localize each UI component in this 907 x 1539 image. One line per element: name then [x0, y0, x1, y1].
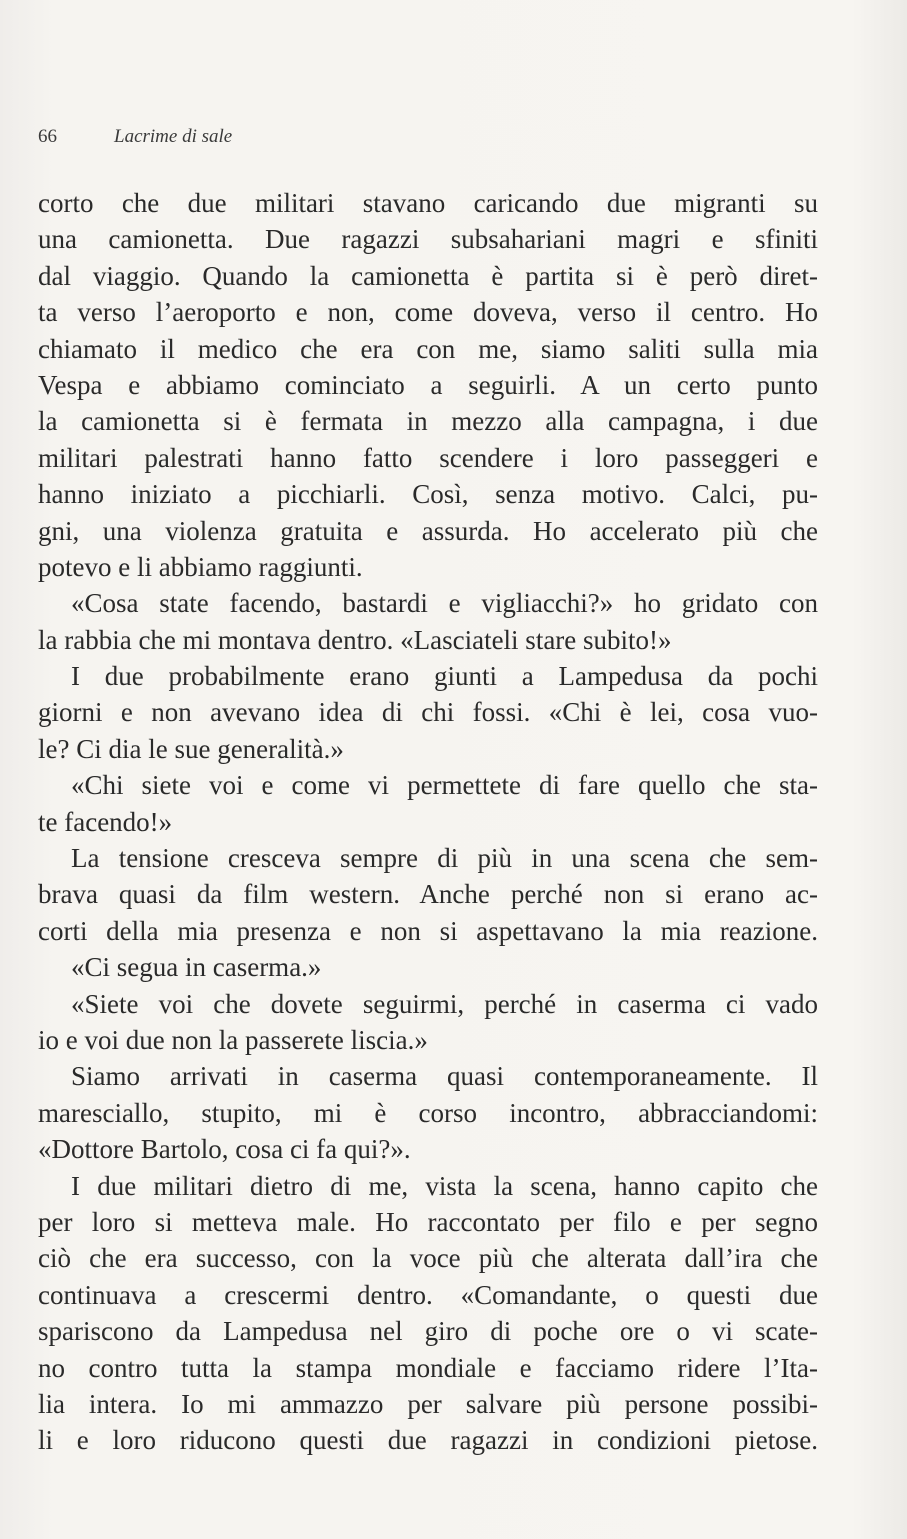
text-line: Vespa e abbiamo cominciato a seguirli. A un certo punto [38, 369, 818, 400]
text-line: le? Ci dia le sue generalità.» [38, 733, 344, 764]
text-line: corto che due militari stavano caricando due migranti su [38, 188, 818, 218]
text-line: gni, una violenza gratuita e assurda. Ho accelerato più che [38, 515, 818, 546]
text-line: chiamato il medico che era con me, siamo saliti sulla mia [38, 333, 818, 364]
text-line: Siamo arrivati in caserma quasi contemporaneamente. Il [71, 1061, 818, 1092]
text-line: li e loro riducono questi due ragazzi in condizioni pietose. [38, 1425, 818, 1456]
text-line: la rabbia che mi montava dentro. «Lasciateli stare subito!» [38, 624, 672, 655]
text-line: spariscono da Lampedusa nel giro di poche ore o vi scate- [38, 1316, 818, 1347]
text-line: te facendo!» [38, 806, 173, 837]
text-line: continuava a crescermi dentro. «Comandante, o questi due [38, 1279, 818, 1310]
page-number: 66 [38, 126, 57, 147]
text-line: una camionetta. Due ragazzi subsahariani magri e sfiniti [38, 224, 818, 255]
text-line: maresciallo, stupito, mi è corso incontro, abbracciandomi: [38, 1097, 818, 1128]
text-line: hanno iniziato a picchiarli. Così, senza motivo. Calci, pu- [38, 479, 818, 510]
book-title: Lacrime di sale [114, 126, 233, 147]
text-line: «Chi siete voi e come vi permettete di fare quello che sta- [71, 770, 818, 801]
body-text [38, 185, 818, 1459]
text-line: I due militari dietro di me, vista la scena, hanno capito che [71, 1170, 818, 1201]
text-line: la camionetta si è fermata in mezzo alla campagna, i due [38, 406, 818, 437]
running-head [38, 126, 232, 148]
text-line: ciò che era successo, con la voce più che alterata dall’ira che [38, 1243, 818, 1274]
text-line: I due probabilmente erano giunti a Lampedusa da pochi [71, 661, 818, 692]
text-line: «Siete voi che dovete seguirmi, perché in caserma ci vado [71, 988, 818, 1019]
text-line: io e voi due non la passerete liscia.» [38, 1024, 428, 1055]
text-line: «Dottore Bartolo, cosa ci fa qui?». [38, 1134, 411, 1165]
text-line: per loro si metteva male. Ho raccontato per filo e per segno [38, 1206, 818, 1237]
text-line: «Cosa state facendo, bastardi e vigliacchi?» ho gridato con [71, 588, 818, 619]
text-line: lia intera. Io mi ammazzo per salvare più persone possibi- [38, 1388, 818, 1419]
text-line: giorni e non avevano idea di chi fossi. «Chi è lei, cosa vuo- [38, 697, 818, 728]
text-line: dal viaggio. Quando la camionetta è partita si è però diret- [38, 260, 818, 291]
text-line: «Ci segua in caserma.» [71, 952, 322, 983]
text-line: potevo e li abbiamo raggiunti. [38, 551, 363, 582]
text-line: corti della mia presenza e non si aspettavano la mia reazione. [38, 915, 818, 946]
text-line: ta verso l’aeroporto e non, come doveva, verso il centro. Ho [38, 297, 818, 328]
text-line: La tensione cresceva sempre di più in una scena che sem- [71, 843, 818, 874]
text-line: brava quasi da film western. Anche perché non si erano ac- [38, 879, 818, 910]
text-line: militari palestrati hanno fatto scendere i loro passeggeri e [38, 442, 818, 473]
text-line: no contro tutta la stampa mondiale e facciamo ridere l’Ita- [38, 1352, 818, 1383]
